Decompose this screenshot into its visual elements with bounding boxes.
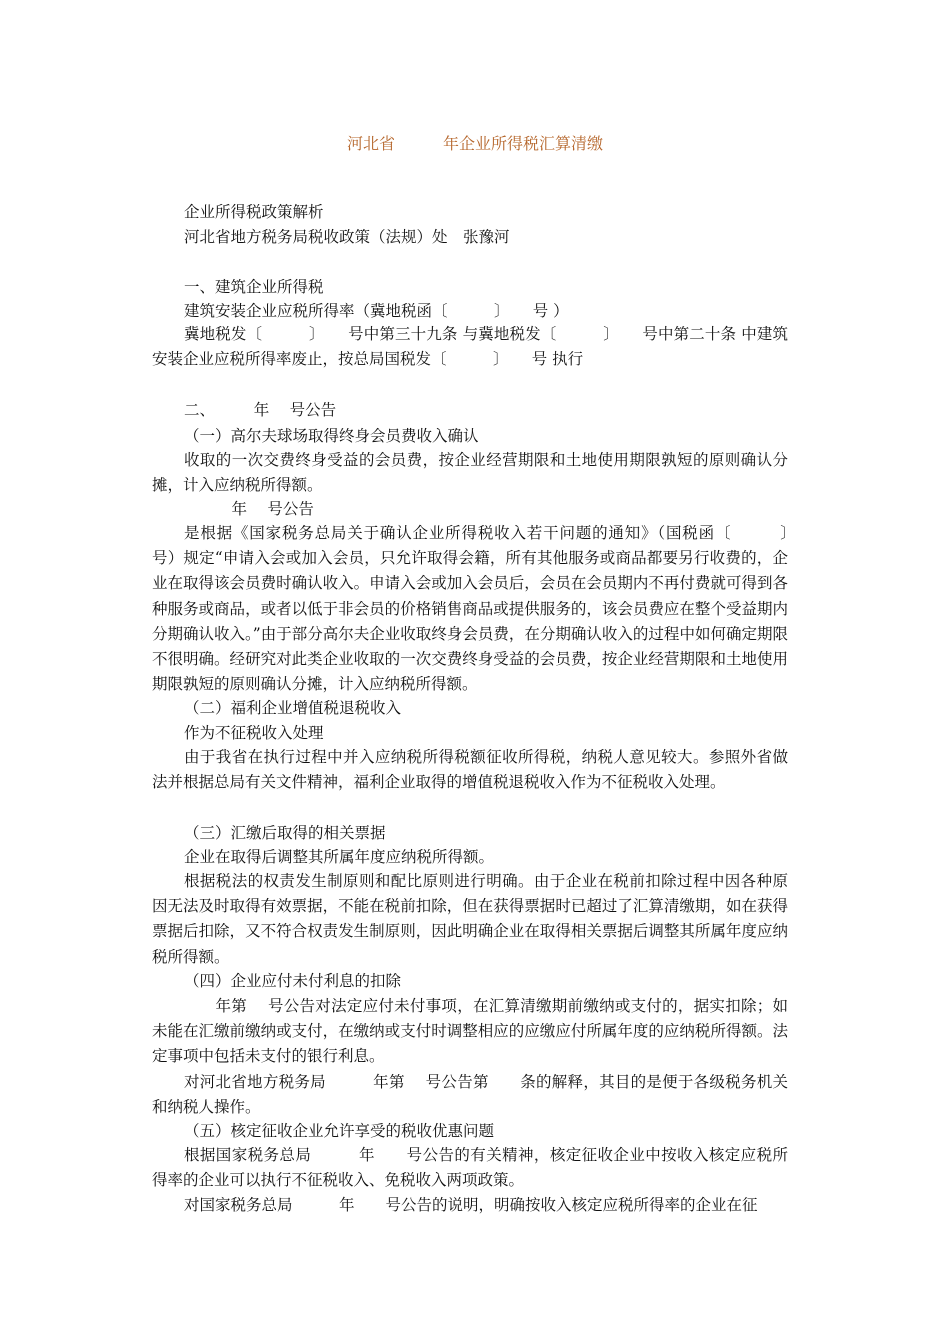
- item5-paragraph-1: 根据国家税务总局 年 号公告的有关精神，核定征收企业中按收入核定应税所得率的企业可以执行不征税收入、免税收入两项政策。: [152, 1146, 788, 1190]
- item3-heading: （三）汇缴后取得的相关票据: [184, 824, 386, 842]
- item3-line: 企业在取得后调整其所属年度应纳税所得额。: [184, 848, 495, 866]
- section1-paragraph: 冀地税发〔 〕 号中第三十九条 与冀地税发〔 〕 号中第二十条 中建筑安装企业应税所得率废止，按总局国税发〔 〕 号 执行: [152, 325, 788, 369]
- document-title: 河北省 年企业所得税汇算清缴: [346, 134, 603, 153]
- item2-line: 作为不征税收入处理: [184, 724, 324, 742]
- section1-subheading: 建筑安装企业应税所得率（冀地税函〔 〕 号 ）: [184, 302, 569, 320]
- section2-heading: 二、 年 号公告: [184, 401, 337, 419]
- item4-heading: （四）企业应付未付利息的扣除: [184, 972, 402, 990]
- policy-heading: 企业所得税政策解析: [184, 203, 324, 221]
- author-line: 河北省地方税务局税收政策（法规）处 张豫河: [184, 228, 510, 246]
- section1-heading: 一、建筑企业所得税: [184, 278, 324, 296]
- item2-heading: （二）福利企业增值税退税收入: [184, 699, 402, 717]
- item5-paragraph-2: 对国家税务总局 年 号公告的说明，明确按收入核定应税所得率的企业在征: [184, 1196, 758, 1214]
- item4-paragraph-2: 对河北省地方税务局 年第 号公告第 条的解释，其目的是便于各级税务机关和纳税人操作。: [152, 1073, 788, 1117]
- item4-paragraph-1: 年第 号公告对法定应付未付事项，在汇算清缴期前缴纳或支付的，据实扣除；如未能在汇缴前缴纳或支付，在缴纳或支付时调整相应的应缴应付所属年度的应纳税所得额。法定事项中包括未支付的银行利息。: [152, 997, 788, 1066]
- item1-heading: （一）高尔夫球场取得终身会员费收入确认: [184, 427, 479, 445]
- item1-paragraph-1: 收取的一次交费终身受益的会员费，按企业经营期限和土地使用期限孰短的原则确认分摊，计入应纳税所得额。: [152, 451, 788, 495]
- item2-paragraph: 由于我省在执行过程中并入应纳税所得税额征收所得税，纳税人意见较大。参照外省做法并根据总局有关文件精神，福利企业取得的增值税退税收入作为不征税收入处理。: [152, 748, 788, 792]
- item1-paragraph-2: 是根据《国家税务总局关于确认企业所得税收入若干问题的通知》（国税函〔 〕 号）规定“申请入会或加入会员，只允许取得会籍，所有其他服务或商品都要另行收费的，企业在取得该会员费时确认收入。申请入会或加入会员后，会员在会员期内不再付费就可得到各种服务或商品，或者以低于非会员的价格销售商品或提供服务的，该会员费应在整个受益期内分期确认收入。”由于部分高尔夫企业收取终身会员费，在分期确认收入的过程中如何确定期限不很明确。经研究对此类企业收取的一次交费终身受益的会员费，按企业经营期限和土地使用期限孰短的原则确认分摊，计入应纳税所得额。: [152, 524, 820, 694]
- item5-heading: （五）核定征收企业允许享受的税收优惠问题: [184, 1122, 495, 1140]
- item1-notice-ref: 年 号公告: [216, 500, 314, 518]
- item3-paragraph: 根据税法的权责发生制原则和配比原则进行明确。由于企业在税前扣除过程中因各种原因无法及时取得有效票据，不能在税前扣除，但在获得票据时已超过了汇算清缴期，如在获得票据后扣除，又不符合权责发生制原则，因此明确企业在取得相关票据后调整其所属年度应纳税所得额。: [152, 872, 788, 966]
